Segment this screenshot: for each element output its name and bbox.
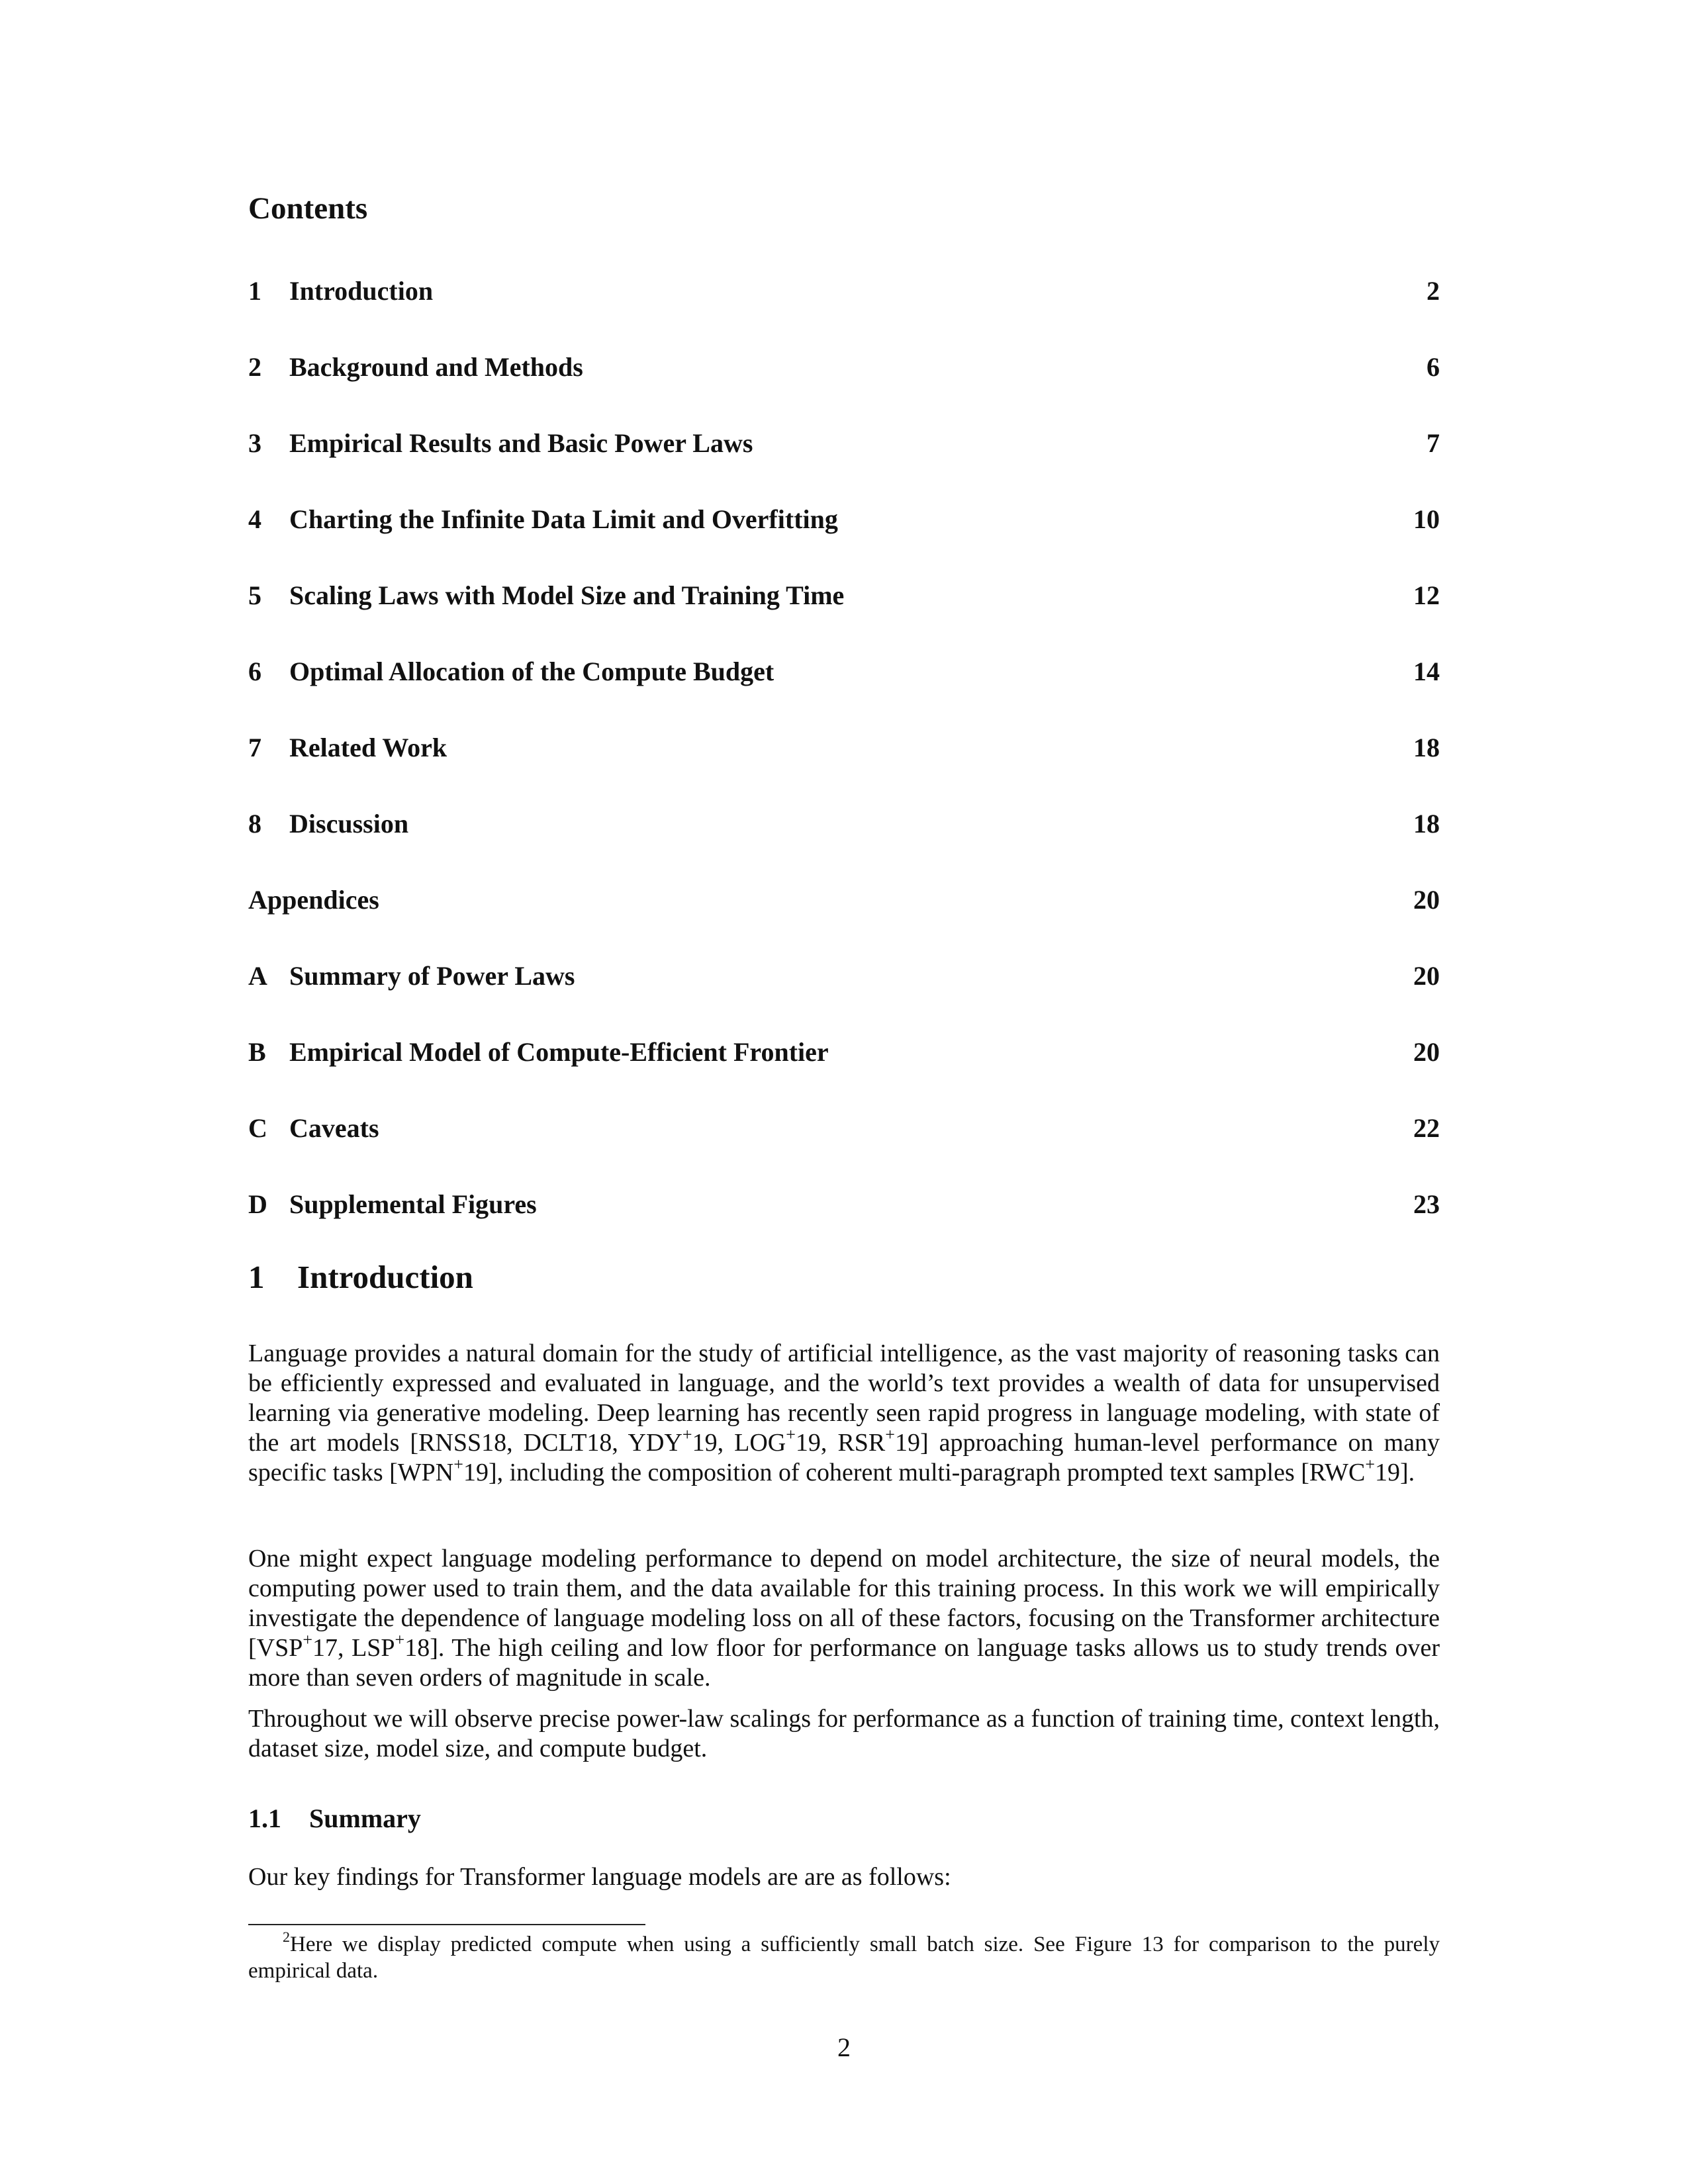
toc-entry-page: 14 [1413,657,1440,686]
toc-entry-number: 8 [248,809,261,839]
toc-entry-number: 4 [248,504,261,534]
toc-entry-title: Discussion [289,809,409,839]
toc-entry-page: 18 [1413,809,1440,839]
toc-entry[interactable] [248,1102,1440,1178]
toc-entry-page: 12 [1413,580,1440,610]
paragraph: Our key findings for Transformer language models are are as follows: [248,1863,951,1891]
section-title: Introduction [297,1259,473,1295]
toc-entry-page: 23 [1413,1189,1440,1219]
toc-entry-number: 1 [248,276,261,306]
toc-entry-number: 2 [248,352,261,382]
table-of-contents [248,265,1440,1254]
toc-entry[interactable] [248,417,1440,493]
subsection-heading [248,1805,421,1832]
section-heading [248,1261,473,1293]
footnote-mark: 2 [283,1929,290,1945]
toc-entry-number: B [248,1037,266,1067]
footnote-divider [248,1924,645,1925]
toc-entry-title: Supplemental Figures [289,1189,537,1219]
toc-entry-page: 20 [1413,961,1440,991]
toc-entry-number: C [248,1113,267,1143]
toc-entry-page: 6 [1427,352,1440,382]
toc-entry-title: Charting the Infinite Data Limit and Overfitting [289,504,838,534]
toc-entry-page: 10 [1413,504,1440,534]
toc-entry[interactable] [248,1178,1440,1254]
subsection-title: Summary [309,1803,421,1833]
toc-entry[interactable] [248,874,1440,950]
toc-entry-number: 3 [248,428,261,458]
toc-entry-title: Empirical Model of Compute-Efficient Frontier [289,1037,829,1067]
footnote [248,1931,1440,1984]
footnote-text: Here we display predicted compute when using a sufficiently small batch size. See Figure 13 for comparison to the purely empirical data. [248,1933,1440,1983]
toc-entry[interactable] [248,341,1440,417]
toc-entry[interactable] [248,493,1440,569]
toc-entry[interactable] [248,645,1440,721]
toc-entry-number: A [248,961,267,991]
toc-entry[interactable] [248,1026,1440,1102]
toc-entry-title: Optimal Allocation of the Compute Budget [289,657,774,686]
toc-entry-title: Empirical Results and Basic Power Laws [289,428,753,458]
toc-entry-page: 20 [1413,1037,1440,1067]
paragraph: Language provides a natural domain for the study of artificial intelligence, as the vast majority of reasoning tasks can be efficiently expressed and evaluated in language, and the world’s text provides a wealth of data for unsupervised learning via generative modeling. Deep learning has recently seen rapid progress in language modeling, with state of the art models [RNSS18, DCLT18, YDY+19, LOG+19, RSR+19] approaching human-level performance on many specific tasks [WPN+19], including the composition of coherent multi-paragraph prompted text samples [RWC+19]. [248,1340,1440,1486]
page-number: 2 [837,2032,851,2062]
toc-entry-number: 5 [248,580,261,610]
toc-entry-page: 2 [1427,276,1440,306]
toc-entry-title: Related Work [289,733,447,762]
toc-entry[interactable] [248,950,1440,1026]
toc-entry-title: Caveats [289,1113,379,1143]
toc-entry-number: 6 [248,657,261,686]
toc-entry-page: 18 [1413,733,1440,762]
toc-entry-page: 22 [1413,1113,1440,1143]
toc-entry[interactable] [248,265,1440,341]
toc-entry[interactable] [248,721,1440,797]
paragraph: One might expect language modeling performance to depend on model architecture, the size of neural models, the computing power used to train them, and the data available for this training process. In this work we will empirically investigate the dependence of language modeling loss on all of these factors, focusing on the Transformer architecture [VSP+17, LSP+18]. The high ceiling and low floor for performance on language tasks allows us to study trends over more than seven orders of magnitude in scale. [248,1545,1440,1692]
toc-entry-page: 7 [1427,428,1440,458]
subsection-number: 1.1 [248,1803,281,1833]
paragraph: Throughout we will observe precise power-law scalings for performance as a function of training time, context length, dataset size, model size, and compute budget. [248,1705,1440,1762]
toc-entry-title: Background and Methods [289,352,583,382]
toc-entry-page: 20 [1413,885,1440,915]
toc-entry-title: Scaling Laws with Model Size and Training Time [289,580,845,610]
toc-entry-number: D [248,1189,267,1219]
toc-entry-title: Introduction [289,276,434,306]
toc-entry-title: Summary of Power Laws [289,961,575,991]
section-number: 1 [248,1259,265,1295]
contents-heading: Contents [248,191,368,226]
toc-entry-title: Appendices [248,885,379,915]
toc-entry-number: 7 [248,733,261,762]
toc-entry[interactable] [248,797,1440,874]
toc-entry[interactable] [248,569,1440,645]
